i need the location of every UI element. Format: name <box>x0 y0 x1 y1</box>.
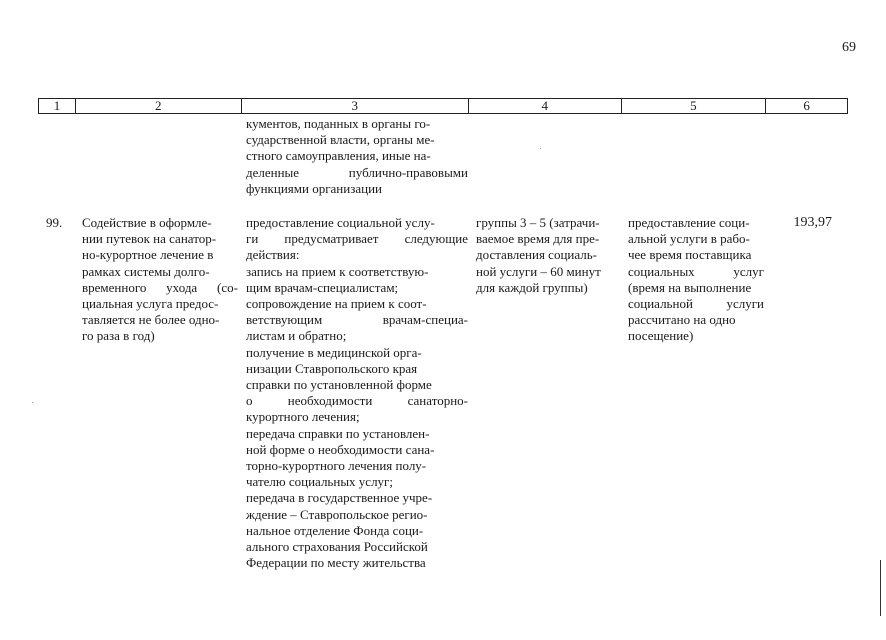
text-line: ной форме о необходимости сана- <box>246 441 435 457</box>
text-line: получение в медицинской орга- <box>246 344 422 360</box>
text-line: курортного лечения; <box>246 409 360 425</box>
header-col-3: 3 <box>242 99 469 113</box>
scan-speck <box>32 402 33 403</box>
service-content <box>246 215 468 571</box>
text-line: (время на выполнение <box>628 279 752 295</box>
text-line: группы 3 – 5 (затрачи- <box>476 215 600 230</box>
header-col-2: 2 <box>76 99 242 113</box>
header-col-1: 1 <box>39 99 76 113</box>
text-line: социальных услуг <box>628 263 764 279</box>
page-number: 69 <box>842 40 856 55</box>
text-line: деленные публично-правовыми <box>246 164 468 180</box>
header-col-6: 6 <box>803 98 810 113</box>
text-line: циальная услуга предос- <box>82 296 219 312</box>
text-line: сударственной власти, органы ме- <box>246 132 435 148</box>
text-line: о необходимости санаторно- <box>246 393 468 409</box>
text-line: кументов, поданных в органы го- <box>246 116 431 131</box>
service-price: 193,97 <box>793 215 832 230</box>
text-line: ги предусматривает следующие <box>246 231 468 247</box>
row-number: 99. <box>46 215 63 230</box>
text-line: запись на прием к соответствую- <box>246 263 429 279</box>
text-line: стного самоуправления, иные на- <box>246 148 431 164</box>
text-line: ального страхования Российской <box>246 539 428 555</box>
text-line: листам и обратно; <box>246 328 347 344</box>
text-line: предоставление соци- <box>628 215 750 230</box>
text-line: Федерации по месту жительства <box>246 555 426 571</box>
text-line: чее время поставщика <box>628 247 752 263</box>
text-line: торно-курортного лечения полу- <box>246 458 427 474</box>
text-line: социальной услуги <box>628 296 764 312</box>
text-line: ной услуги – 60 минут <box>476 263 601 279</box>
text-line: ветствующим врачам-специа- <box>246 312 468 328</box>
text-line: предоставление социальной услу- <box>246 215 435 230</box>
text-line: тавляется не более одно- <box>82 312 220 328</box>
text-line: Содействие в оформле- <box>82 215 212 230</box>
text-line: рамках системы долго- <box>82 263 210 279</box>
text-line: передача в государственное учре- <box>246 490 433 506</box>
text-line: функциями организации <box>246 180 382 196</box>
scan-speck <box>540 148 541 149</box>
continuation-text <box>246 116 468 197</box>
text-line: временного ухода (со- <box>82 279 238 295</box>
recipient-groups <box>476 215 621 296</box>
text-line: передача справки по установлен- <box>246 425 430 441</box>
text-line: щим врачам-специалистам; <box>246 279 399 295</box>
text-line: но-курортное лечение в <box>82 247 214 263</box>
text-line: альной услуги в рабо- <box>628 231 750 247</box>
text-line: посещение) <box>628 328 694 344</box>
delivery-time <box>628 215 764 345</box>
scan-edge-mark <box>880 560 881 616</box>
text-line: чателю социальных услуг; <box>246 474 393 490</box>
text-line: рассчитано на одно <box>628 312 736 328</box>
text-line: доставления социаль- <box>476 247 597 263</box>
text-line: сопровождение на прием к соот- <box>246 296 427 312</box>
service-name <box>82 215 238 345</box>
header-col-5: 5 <box>622 99 767 113</box>
text-line: низации Ставропольского края <box>246 360 418 376</box>
text-line: для каждой группы) <box>476 279 588 295</box>
header-col-4: 4 <box>469 99 622 113</box>
table-header-row <box>38 98 848 114</box>
text-line: нии путевок на санатор- <box>82 231 217 247</box>
text-line: ваемое время для пре- <box>476 231 600 247</box>
text-line: ждение – Ставропольское регио- <box>246 506 428 522</box>
text-line: действия: <box>246 247 300 263</box>
text-line: го раза в год) <box>82 328 155 344</box>
text-line: справки по установленной форме <box>246 377 432 393</box>
text-line: нальное отделение Фонда соци- <box>246 522 424 538</box>
